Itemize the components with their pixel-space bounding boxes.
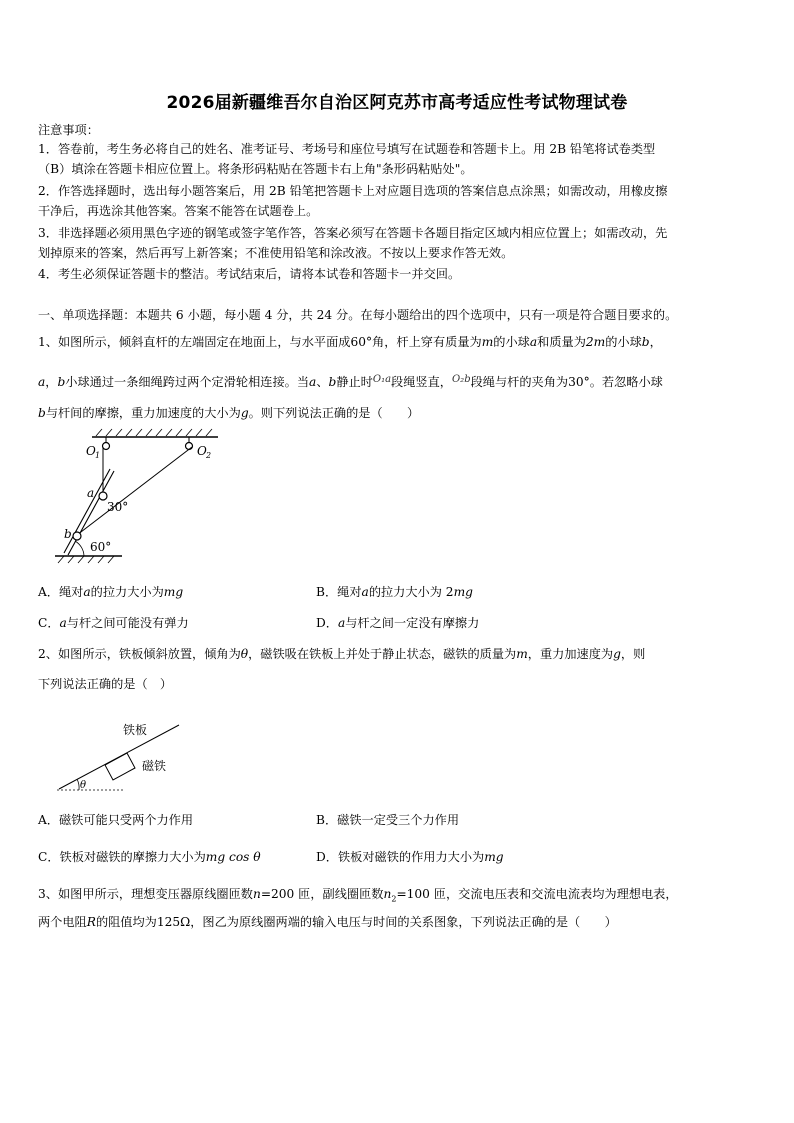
q3-line-2: 两个电阻R的阻值均为125Ω，图乙为原线圈两端的输入电压与时间的关系图象，下列说法正确的是（ ）	[38, 915, 617, 929]
notice-line-6: 划掉原来的答案，然后再写上新答案；不准使用铅笔和涂改液。不按以上要求作答无效。	[38, 246, 514, 260]
q2-option-d[interactable]: D．铁板对磁铁的作用力大小为mg	[316, 850, 504, 864]
svg-text:30°: 30°	[107, 500, 129, 514]
q2-option-a[interactable]: A．磁铁可能只受两个力作用	[38, 813, 194, 827]
q1-line-3: b与杆间的摩擦，重力加速度的大小为g。则下列说法正确的是（ ）	[38, 406, 420, 420]
notice-line-2: （B）填涂在答题卡相应位置上。将条形码粘贴在答题卡右上角"条形码粘贴处"。	[38, 162, 473, 176]
q3-line-1: 3、如图甲所示，理想变压器原线圈匝数n=200 匝，副线圈匝数$n_2=100$ 匝，交流电压表和交流电流表均为理想电表，	[38, 887, 678, 904]
q1-figure	[50, 425, 220, 565]
notice-line-4: 干净后，再选涂其他答案。答案不能答在试题卷上。	[38, 204, 319, 218]
section-heading: 一、单项选择题：本题共 6 小题，每小题 4 分，共 24 分。在每小题给出的四个选项中，只有一项是符合题目要求的。	[38, 308, 678, 322]
q2-option-b[interactable]: B．磁铁一定受三个力作用	[316, 813, 460, 827]
svg-text:b: b	[64, 527, 72, 541]
q2-figure	[55, 715, 195, 795]
svg-text:O: O	[86, 444, 96, 458]
q1-option-d[interactable]: D．a与杆之间一定没有摩擦力	[316, 616, 480, 630]
q2-line-2: 下列说法正确的是（ ）	[38, 677, 173, 691]
notice-line-5: 3．非选择题必须用黑色字迹的钢笔或签字笔作答，答案必须写在答题卡各题目指定区域内相应位置上；如需改动，先	[38, 226, 668, 240]
svg-text:磁铁: 磁铁	[142, 759, 167, 773]
q1-line-2: a，b小球通过一条细绳跨过两个定滑轮相连接。当a、b静止时$^{O_1a}$段绳竖直，$^{O_2b}$段绳与杆的夹角为30°。若忽略小球	[38, 374, 663, 389]
q1-option-b[interactable]: B．绳对a的拉力大小为 2mg	[316, 585, 473, 599]
svg-text:a: a	[87, 486, 95, 500]
notice-line-3: 2．作答选择题时，选出每小题答案后，用 2B 铅笔把答题卡上对应题目选项的答案信息点涂黑；如需改动，用橡皮擦	[38, 184, 668, 198]
q2-line-1: 2、如图所示，铁板倾斜放置，倾角为θ，磁铁吸在铁板上并处于静止状态，磁铁的质量为m，重力加速度为g，则	[38, 647, 646, 661]
svg-text:60°: 60°	[90, 540, 112, 554]
svg-text:θ: θ	[80, 780, 87, 791]
exam-title: 2026届新疆维吾尔自治区阿克苏市高考适应性考试物理试卷	[166, 93, 628, 113]
notice-line-1: 1．答卷前，考生务必将自己的姓名、准考证号、考场号和座位号填写在试题卷和答题卡上。用 2B 铅笔将试卷类型	[38, 142, 656, 156]
q1-option-c[interactable]: C．a与杆之间可能没有弹力	[38, 616, 189, 630]
svg-text:O: O	[197, 444, 207, 458]
svg-text:铁板: 铁板	[123, 723, 148, 737]
svg-text:2: 2	[206, 451, 212, 460]
notice-line-7: 4．考生必须保证答题卡的整洁。考试结束后，请将本试卷和答题卡一并交回。	[38, 267, 461, 281]
q1-line-1: 1、如图所示，倾斜直杆的左端固定在地面上，与水平面成60°角，杆上穿有质量为m的小球a和质量为2m的小球b，	[38, 335, 662, 349]
svg-text:1: 1	[95, 451, 101, 460]
notice-heading: 注意事项：	[38, 123, 99, 137]
q1-option-a[interactable]: A．绳对a的拉力大小为mg	[38, 585, 184, 599]
q2-option-c[interactable]: C．铁板对磁铁的摩擦力大小为mg cos θ	[38, 850, 261, 864]
